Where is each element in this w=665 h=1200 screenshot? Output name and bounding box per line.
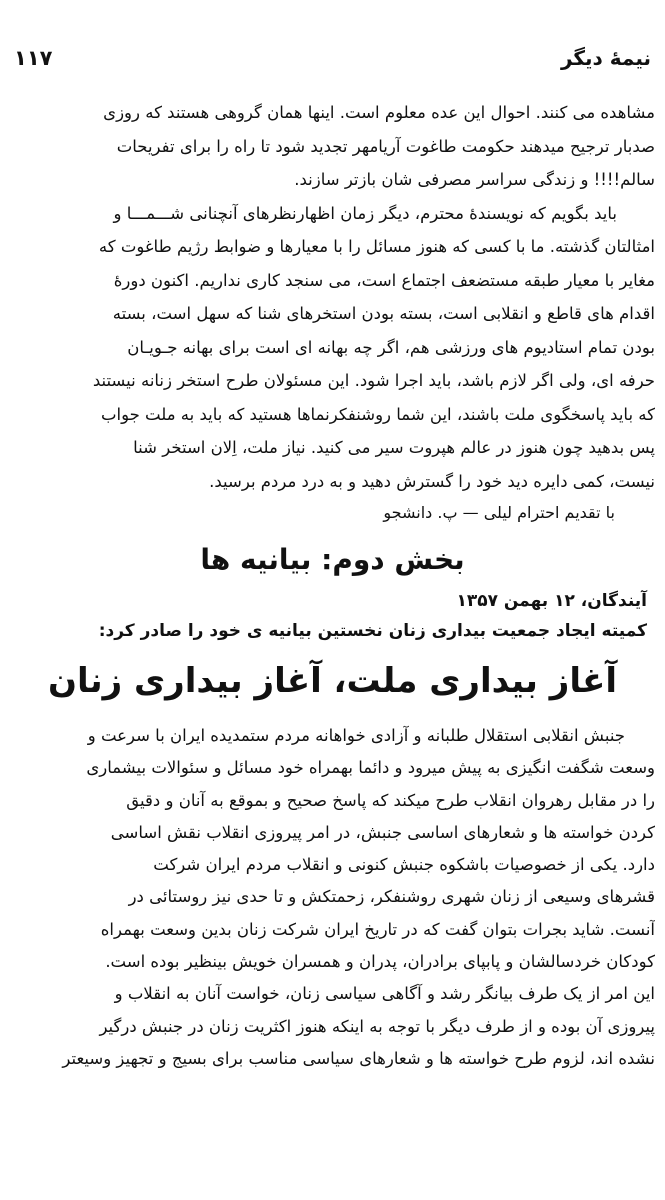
page-body <box>10 96 655 1075</box>
text-line: امثالتان گذشته. ما با کسی که هنوز مسائل را با معیارها و ضوابط رژیم طاغوت که <box>98 237 655 256</box>
page-header <box>14 40 651 76</box>
text-line: اقدام های قاطع و انقلابی است، بسته بودن استخرهای شنا که سهل است، بسته <box>112 304 655 323</box>
letter-text <box>10 96 655 528</box>
text-line: باید بگویم که نویسندهٔ محترم، دیگر زمان اظهارنظرهای آنچنانی شـــمـــا و <box>113 203 617 223</box>
text-line: مشاهده می کنند. احوال این عده معلوم است. اینها همان گروهی هستند که روزی <box>103 103 655 122</box>
source-dateline: آیندگان، ۱۲ بهمن ۱۳۵۷ <box>456 591 647 611</box>
text-line: کردن خواسته ها و شعارهای اساسی جنبش، در امر پیروزی انقلاب نقش اساسی <box>110 822 655 842</box>
text-line: کودکان خردسالشان و پابپای برادران، پدران و همسران خویش بینظیر بوده است. <box>105 952 655 972</box>
section-title: بخش دوم: بیانیه ها <box>200 543 465 576</box>
page-number: ۱۱۷ <box>14 46 53 70</box>
text-line: پس بدهید چون هنوز در عالم هپروت سیر می کنید. نیاز ملت، اِلان استخر شنا <box>133 438 655 457</box>
letter-signature: با تقدیم احترام لیلی — پ. دانشجو <box>383 503 615 522</box>
text-line: دارد. یکی از خصوصیات باشکوه جنبش کنونی و انقلاب مردم ایران شرکت <box>153 855 655 875</box>
text-line: مغایر با معیار طبقه مستضعف اجتماع است، می سنجد کاری نداریم. اکنون دورهٔ <box>113 270 655 290</box>
text-line: صدبار ترجیح میدهند حکومت طاغوت آریامهر تجدید شود تا راه را برای تفریحات <box>116 136 655 156</box>
statement-text <box>10 720 655 1075</box>
text-line: بودن تمام استادیوم های ورزشی هم، اگر چه بهانه ای است برای بهانه جـویـان <box>127 337 655 357</box>
statement-intro: کمیته ایجاد جمعیت بیداری زنان نخستین بیانیه ی خود را صادر کرد: <box>98 621 647 641</box>
text-line: سالم!!!! و زندگی سراسر مصرفی شان بازتر سازند. <box>294 170 655 189</box>
text-line: که باید پاسخگوی ملت باشند، این شما روشنفکرنماها هستید که باید به ملت جواب <box>100 404 655 424</box>
text-line: حرفه ای، ولی اگر لازم باشد، باید اجرا شود. این مسئولان طرح استخر زنانه نیستند <box>92 371 655 390</box>
text-line: نشده اند، لزوم طرح خواسته ها و شعارهای سیاسی مناسب برای بسیج و تجهیز وسیعتر <box>62 1048 655 1068</box>
text-line: نیست، کمی دایره دید خود را گسترش دهید و به درد مردم برسید. <box>209 471 655 491</box>
text-line: این امر از یک طرف بیانگر رشد و آگاهی سیاسی زنان، خواست آنان به انقلاب و <box>114 984 655 1004</box>
statement-headline: آغاز بیداری ملت، آغاز بیداری زنان <box>48 661 617 701</box>
text-line: را در مقابل رهروان انقلاب طرح میکند که پاسخ صحیح و بموقع به آنان و دقیق <box>126 790 655 810</box>
text-line: قشرهای وسیعی از زنان شهری روشنفکر، زحمتکش و تا حدی نیز روستائی در <box>128 887 655 907</box>
text-line: آنست. شاید بجرات بتوان گفت که در تاریخ ایران شرکت زنان بدین وسعت بهمراه <box>100 919 655 939</box>
text-line: وسعت شگفت انگیزی به پیش میرود و دائما بهمراه خود مسائل و سئوالات بیشماری <box>86 758 655 778</box>
text-line: پیروزی آن بوده و از طرف دیگر با توجه به اینکه هنوز اکثریت زنان در جنبش درگیر <box>99 1016 655 1036</box>
running-title: نیمهٔ دیگر <box>560 46 651 70</box>
text-line: جنبش انقلابی استقلال طلبانه و آزادی خواهانه مردم ستمدیده ایران با سرعت و <box>87 726 625 745</box>
